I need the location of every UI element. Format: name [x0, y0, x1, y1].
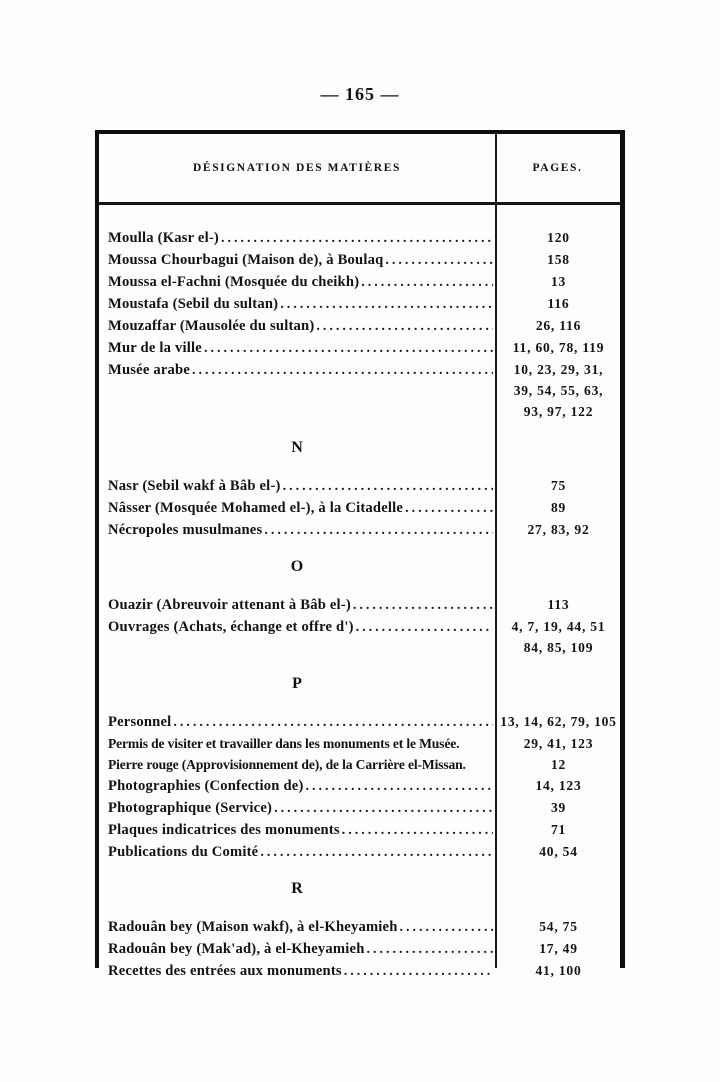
index-entry-row — [99, 249, 620, 271]
entry-pages — [497, 475, 620, 496]
entry-pages — [497, 841, 620, 862]
entry-pages-line: 39 — [550, 800, 567, 815]
entry-label: Ouazir (Abreuvoir attenant à Bâb el-) — [108, 597, 351, 613]
index-entry-row — [99, 337, 620, 359]
entry-label: Pierre rouge (Approvisionnement de), de la Carrière el-Missan. — [108, 757, 466, 772]
entry-pages-line: 29, 41, 123 — [523, 736, 594, 751]
entry-pages — [497, 315, 620, 336]
entry-label: Publications du Comité — [108, 844, 259, 860]
entry-pages — [497, 916, 620, 937]
leader-dots — [274, 798, 493, 819]
entry-label: Photographies (Confection de) — [108, 778, 304, 794]
entry-left-part — [99, 776, 495, 797]
entry-label: Moulla (Kasr el-) — [108, 230, 219, 246]
entry-pages-line: 116 — [547, 296, 570, 311]
leader-dots — [264, 520, 493, 541]
index-entry-row — [99, 271, 620, 293]
entry-label: Radouân bey (Maison wakf), à el-Kheyamieh — [108, 919, 398, 935]
entry-left-part — [99, 520, 495, 541]
entry-label: Photographique (Service) — [108, 800, 273, 816]
index-entry-row — [99, 616, 620, 658]
entry-pages-line: 54, 75 — [539, 919, 578, 934]
index-entry-row — [99, 519, 620, 541]
entry-pages — [497, 797, 620, 818]
index-entry-row — [99, 227, 620, 249]
entry-pages — [497, 960, 620, 981]
leader-dots — [221, 228, 493, 249]
entry-pages-line: 93, 97, 122 — [523, 404, 594, 419]
entry-left-part — [99, 250, 495, 271]
index-entry-row — [99, 594, 620, 616]
leader-dots — [361, 272, 493, 293]
entry-left-part — [99, 712, 495, 733]
entry-left-part — [99, 294, 495, 315]
table-header-row — [99, 134, 620, 205]
leader-dots — [353, 595, 493, 616]
entry-pages-line: 120 — [547, 230, 570, 245]
entry-pages — [497, 359, 620, 422]
index-entry-row — [99, 797, 620, 819]
entry-label: Personnel — [108, 714, 172, 730]
entry-left-part — [99, 917, 495, 938]
entry-pages-line: 71 — [550, 822, 567, 837]
index-entry-row — [99, 359, 620, 422]
entry-pages-line: 14, 123 — [535, 778, 582, 793]
entry-pages-line: 10, 23, 29, 31, — [513, 362, 604, 377]
entry-pages — [497, 938, 620, 959]
entry-pages — [497, 819, 620, 840]
leader-dots — [283, 476, 493, 497]
entry-pages-line: 89 — [550, 500, 567, 515]
entry-pages — [497, 519, 620, 540]
index-entry-row — [99, 497, 620, 519]
leader-dots — [385, 250, 493, 271]
entry-pages — [497, 337, 620, 358]
entry-left-part — [99, 798, 495, 819]
entry-pages-line: 13, 14, 62, 79, 105 — [500, 714, 617, 729]
entry-pages-line: 113 — [547, 597, 570, 612]
entry-left-part — [99, 939, 495, 960]
leader-dots — [204, 338, 493, 359]
entry-pages-line: 12 — [550, 757, 567, 772]
entry-pages — [497, 754, 620, 775]
entry-label: Moussa el-Fachni (Mosquée du cheikh) — [108, 274, 360, 290]
column-divider — [495, 134, 497, 968]
entry-left-part — [99, 360, 495, 381]
leader-dots — [356, 617, 493, 638]
leader-dots — [192, 360, 493, 381]
entry-pages — [497, 775, 620, 796]
entry-left-part — [99, 733, 495, 754]
section-letter-O: O — [290, 558, 304, 575]
entry-left-part — [99, 820, 495, 841]
entry-left-part — [99, 595, 495, 616]
page-number: — 165 — — [320, 84, 400, 104]
entry-left-part — [99, 338, 495, 359]
entry-left-part — [99, 754, 495, 775]
entry-left-part — [99, 476, 495, 497]
entry-left-part — [99, 842, 495, 863]
entry-pages — [497, 293, 620, 314]
entry-pages — [497, 497, 620, 518]
column-header-pages: PAGES. — [532, 162, 583, 174]
index-entry-row — [99, 819, 620, 841]
entry-pages-line: 40, 54 — [539, 844, 578, 859]
entry-pages-line: 75 — [550, 478, 567, 493]
entry-pages — [497, 271, 620, 292]
entry-pages-line: 158 — [547, 252, 570, 267]
entry-label: Plaques indicatrices des monuments — [108, 822, 340, 838]
entry-pages-line: 4, 7, 19, 44, 51 — [511, 619, 606, 634]
index-entry-row — [99, 938, 620, 960]
index-entry-row — [99, 711, 620, 733]
entry-left-part — [99, 961, 495, 982]
section-letter-N: N — [291, 439, 303, 456]
index-entry-row — [99, 733, 620, 754]
entry-left-part — [99, 316, 495, 337]
leader-dots — [344, 961, 493, 982]
index-entry-row — [99, 754, 620, 775]
index-entry-row — [99, 475, 620, 497]
entry-pages-line: 11, 60, 78, 119 — [512, 340, 605, 355]
leader-dots — [405, 498, 493, 519]
entry-pages-line: 84, 85, 109 — [523, 640, 594, 655]
index-entry-row — [99, 775, 620, 797]
index-table-body — [99, 205, 620, 982]
entry-pages — [497, 733, 620, 754]
entry-label: Nécropoles musulmanes — [108, 522, 263, 538]
entry-label: Nasr (Sebil wakf à Bâb el-) — [108, 478, 281, 494]
entry-label: Radouân bey (Mak'ad), à el-Kheyamieh — [108, 941, 365, 957]
entry-label: Moussa Chourbagui (Maison de), à Boulaq — [108, 252, 384, 268]
column-header-designation: DÉSIGNATION DES MATIÈRES — [193, 162, 401, 174]
leader-dots — [342, 820, 493, 841]
entry-left-part — [99, 272, 495, 293]
section-letter-R: R — [291, 880, 303, 897]
index-entry-row — [99, 916, 620, 938]
section-letter-P: P — [292, 675, 302, 692]
entry-pages — [497, 616, 620, 658]
entry-left-part — [99, 228, 495, 249]
leader-dots — [173, 712, 493, 733]
entry-label: Permis de visiter et travailler dans les monuments et le Musée. — [108, 736, 460, 751]
leader-dots — [316, 316, 493, 337]
entry-pages-line: 39, 54, 55, 63, — [513, 383, 604, 398]
entry-pages-line: 26, 116 — [535, 318, 582, 333]
entry-label: Mouzaffar (Mausolée du sultan) — [108, 318, 315, 334]
leader-dots — [306, 776, 493, 797]
entry-pages — [497, 594, 620, 615]
index-entry-row — [99, 841, 620, 863]
leader-dots — [280, 294, 493, 315]
index-entry-row — [99, 960, 620, 982]
entry-pages — [497, 227, 620, 248]
leader-dots — [367, 939, 493, 960]
entry-label: Mur de la ville — [108, 340, 202, 356]
entry-label: Nâsser (Mosquée Mohamed el-), à la Citadelle — [108, 500, 404, 516]
entry-label: Moustafa (Sebil du sultan) — [108, 296, 279, 312]
entry-pages-line: 41, 100 — [535, 963, 582, 978]
entry-pages-line: 17, 49 — [539, 941, 578, 956]
entry-pages-line: 27, 83, 92 — [527, 522, 590, 537]
entry-left-part — [99, 617, 495, 638]
index-entry-row — [99, 315, 620, 337]
entry-label: Recettes des entrées aux monuments — [108, 963, 342, 979]
leader-dots — [260, 842, 493, 863]
entry-pages-line: 13 — [550, 274, 567, 289]
entry-pages — [497, 711, 620, 732]
entry-label: Musée arabe — [108, 362, 191, 378]
entry-label: Ouvrages (Achats, échange et offre d') — [108, 619, 354, 635]
entry-pages — [497, 249, 620, 270]
index-table — [95, 130, 625, 979]
index-entry-row — [99, 293, 620, 315]
entry-left-part — [99, 498, 495, 519]
leader-dots — [400, 917, 493, 938]
